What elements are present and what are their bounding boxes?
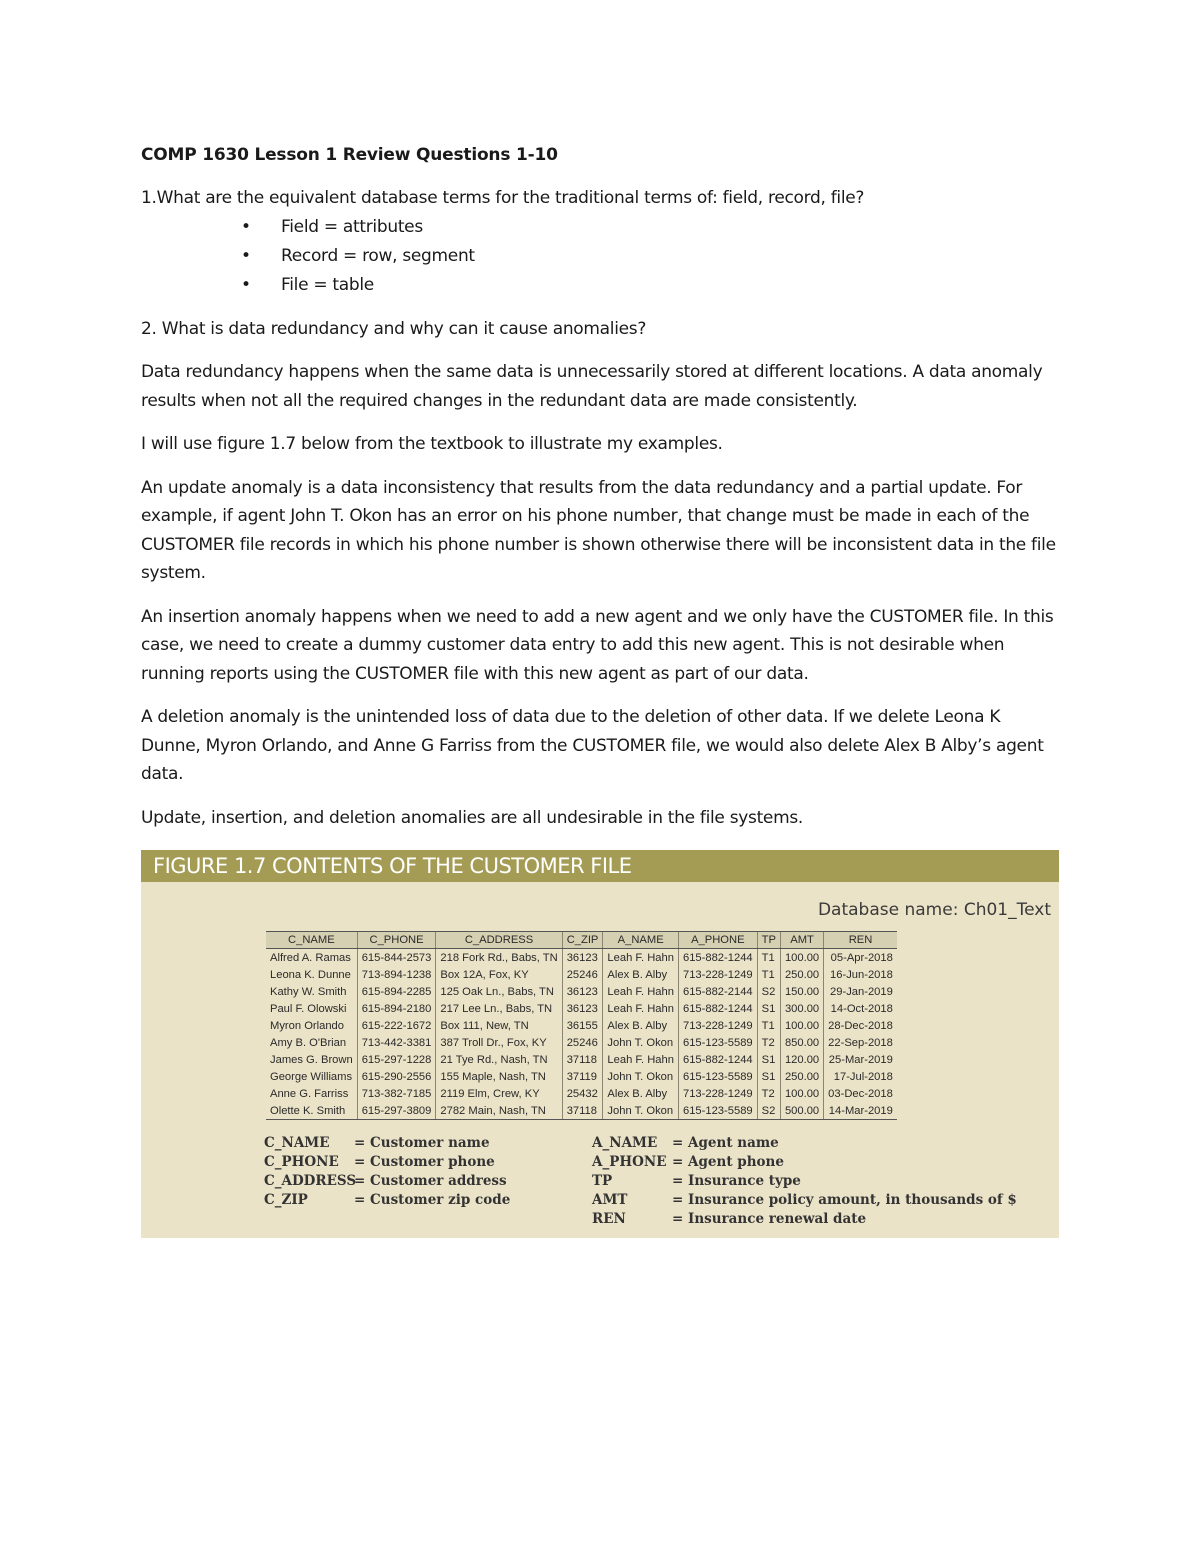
table-cell: 250.00 — [780, 966, 823, 983]
table-cell: James G. Brown — [270, 1053, 353, 1066]
column-header: C_NAME — [266, 932, 357, 949]
table-cell: 615-882-1244 — [678, 1051, 757, 1068]
table-cell: 615-882-2144 — [678, 983, 757, 1000]
table-cell: 125 Oak Ln., Babs, TN — [436, 983, 562, 1000]
table-cell: Amy B. O'Brian — [270, 1036, 347, 1049]
table-cell: Box 111, New, TN — [436, 1017, 562, 1034]
table-row — [266, 983, 897, 1000]
table-cell: 217 Lee Ln., Babs, TN — [436, 1000, 562, 1017]
legend-key: TP — [592, 1173, 613, 1189]
table-cell: 29-Jan-2019 — [824, 983, 897, 1000]
customer-table — [266, 931, 897, 1120]
table-cell: 713-894-1238 — [357, 966, 436, 983]
paragraph: I will use figure 1.7 below from the textbook to illustrate my examples. — [141, 434, 723, 454]
table-cell: George Williams — [270, 1070, 353, 1083]
table-cell: Leah F. Hahn — [603, 1051, 679, 1068]
legend-key: C_ADDRESS — [264, 1173, 357, 1189]
table-cell: Alex B. Alby — [603, 966, 679, 983]
legend-value: = Customer zip code — [354, 1192, 511, 1208]
table-cell: 16-Jun-2018 — [824, 966, 897, 983]
legend-entry — [592, 1134, 1017, 1153]
legend-key: A_NAME — [592, 1135, 658, 1151]
figure-customer-file — [141, 850, 1059, 1238]
table-cell: 25246 — [562, 1034, 603, 1051]
table-cell: S1 — [757, 1000, 780, 1017]
table-cell: 713-442-3381 — [357, 1034, 436, 1051]
table-cell: 615-882-1244 — [678, 949, 757, 967]
legend-value: = Customer address — [354, 1173, 507, 1189]
legend-key: C_PHONE — [264, 1154, 339, 1170]
table-cell: 615-297-1228 — [357, 1051, 436, 1068]
table-row — [266, 1068, 897, 1085]
table-cell: 14-Oct-2018 — [824, 1000, 897, 1017]
answer-item: • Field = attributes — [241, 213, 1061, 242]
question-1-answer-list — [141, 213, 1061, 300]
legend-key: C_NAME — [264, 1135, 330, 1151]
column-header: C_ZIP — [562, 932, 603, 949]
table-cell: 615-222-1672 — [357, 1017, 436, 1034]
table-cell: S2 — [757, 1102, 780, 1120]
legend-entry — [592, 1210, 1017, 1229]
legend-key: REN — [592, 1211, 626, 1227]
table-cell: 713-228-1249 — [678, 1017, 757, 1034]
table-cell: 150.00 — [780, 983, 823, 1000]
table-cell: T1 — [757, 1017, 780, 1034]
table-cell: 05-Apr-2018 — [824, 949, 897, 967]
legend-value: = Agent name — [672, 1135, 779, 1151]
legend-entry — [592, 1153, 1017, 1172]
table-cell: Alex B. Alby — [603, 1085, 679, 1102]
legend-agent-fields — [592, 1134, 1017, 1229]
table-row — [266, 1085, 897, 1102]
table-cell: 250.00 — [780, 1068, 823, 1085]
legend-value: = Insurance renewal date — [672, 1211, 867, 1227]
table-cell: 36123 — [562, 983, 603, 1000]
table-cell: Box 12A, Fox, KY — [436, 966, 562, 983]
table-cell: 03-Dec-2018 — [824, 1085, 897, 1102]
table-row — [266, 1017, 897, 1034]
question-2: 2. What is data redundancy and why can it cause anomalies? — [141, 318, 647, 339]
paragraph: Data redundancy happens when the same data is unnecessarily stored at different locations. A data anomaly results when not all the required changes in the redundant data are made consistently. — [141, 362, 1043, 411]
table-cell: 615-894-2285 — [357, 983, 436, 1000]
table-cell: Leah F. Hahn — [603, 983, 679, 1000]
table-cell: John T. Okon — [603, 1068, 679, 1085]
table-cell: 25432 — [562, 1085, 603, 1102]
table-cell: 36155 — [562, 1017, 603, 1034]
document-title: COMP 1630 Lesson 1 Review Questions 1-10 — [141, 145, 558, 165]
table-cell: 218 Fork Rd., Babs, TN — [436, 949, 562, 967]
paragraph: A deletion anomaly is the unintended loss of data due to the deletion of other data. If we delete Leona K Dunne, Myron Orlando, and Anne G Farriss from the CUSTOMER file, we would also delete Alex B Alby’s agent data. — [141, 707, 1044, 784]
table-cell: S2 — [757, 983, 780, 1000]
table-cell: 100.00 — [780, 1017, 823, 1034]
table-cell: 28-Dec-2018 — [824, 1017, 897, 1034]
table-body — [266, 949, 897, 1120]
legend-value: = Insurance type — [672, 1173, 801, 1189]
table-cell: 2119 Elm, Crew, KY — [436, 1085, 562, 1102]
table-cell: T1 — [757, 966, 780, 983]
table-cell: John T. Okon — [603, 1102, 679, 1120]
table-cell: 615-297-3809 — [357, 1102, 436, 1120]
database-name: Database name: Ch01_Text — [817, 900, 1051, 920]
table-cell: 14-Mar-2019 — [824, 1102, 897, 1120]
column-header: C_ADDRESS — [436, 932, 562, 949]
table-cell: T2 — [757, 1085, 780, 1102]
legend-value: = Insurance policy amount, in thousands of $ — [672, 1192, 1017, 1208]
table-cell: 25246 — [562, 966, 603, 983]
table-cell: 615-290-2556 — [357, 1068, 436, 1085]
legend-entry — [264, 1172, 510, 1191]
table-row — [266, 966, 897, 983]
table-cell: 2782 Main, Nash, TN — [436, 1102, 562, 1120]
table-cell: 500.00 — [780, 1102, 823, 1120]
table-cell: 615-882-1244 — [678, 1000, 757, 1017]
table-cell: Alfred A. Ramas — [270, 951, 351, 964]
table-cell: 21 Tye Rd., Nash, TN — [436, 1051, 562, 1068]
table-cell: S1 — [757, 1068, 780, 1085]
table-row — [266, 1000, 897, 1017]
column-header: AMT — [780, 932, 823, 949]
table-cell: 36123 — [562, 1000, 603, 1017]
table-cell: 615-123-5589 — [678, 1102, 757, 1120]
legend-customer-fields — [264, 1134, 510, 1210]
table-cell: Alex B. Alby — [603, 1017, 679, 1034]
table-cell: 37119 — [562, 1068, 603, 1085]
table-cell: 120.00 — [780, 1051, 823, 1068]
table-cell: 22-Sep-2018 — [824, 1034, 897, 1051]
figure-caption: FIGURE 1.7 CONTENTS OF THE CUSTOMER FILE — [141, 850, 1059, 882]
legend-value: = Customer phone — [354, 1154, 495, 1170]
column-header: A_PHONE — [678, 932, 757, 949]
table-header-row — [266, 932, 897, 949]
legend-entry — [264, 1191, 510, 1210]
legend-key: C_ZIP — [264, 1192, 308, 1208]
legend-key: AMT — [592, 1192, 628, 1208]
table-cell: 300.00 — [780, 1000, 823, 1017]
column-header: A_NAME — [603, 932, 679, 949]
legend-value: = Customer name — [354, 1135, 490, 1151]
table-cell: 36123 — [562, 949, 603, 967]
legend-key: A_PHONE — [592, 1154, 667, 1170]
legend-value: = Agent phone — [672, 1154, 784, 1170]
table-row — [266, 1034, 897, 1051]
table-cell: 615-123-5589 — [678, 1068, 757, 1085]
table-cell: 17-Jul-2018 — [824, 1068, 897, 1085]
table-cell: T1 — [757, 949, 780, 967]
table-cell: Leah F. Hahn — [603, 1000, 679, 1017]
table-cell: S1 — [757, 1051, 780, 1068]
table-cell: Olette K. Smith — [266, 1102, 357, 1120]
table-cell: 37118 — [562, 1102, 603, 1120]
table-cell: Paul F. Olowski — [270, 1002, 347, 1015]
table-cell: 100.00 — [780, 1085, 823, 1102]
table-cell: 850.00 — [780, 1034, 823, 1051]
table-row — [266, 949, 897, 967]
table-cell: Leona K. Dunne — [270, 968, 351, 981]
legend-entry — [592, 1191, 1017, 1210]
table-cell: 713-228-1249 — [678, 966, 757, 983]
paragraph: An insertion anomaly happens when we need to add a new agent and we only have the CUSTOMER file. In this case, we need to create a dummy customer data entry to add this new agent. This is not desirable when running reports using the CUSTOMER file with this new agent as part of our data. — [141, 606, 1054, 684]
legend-entry — [264, 1134, 510, 1153]
table-row — [266, 1102, 897, 1120]
column-header: TP — [757, 932, 780, 949]
table-cell: 615-844-2573 — [357, 949, 436, 967]
table-cell: Myron Orlando — [270, 1019, 344, 1032]
table-row — [266, 1051, 897, 1068]
table-cell: 615-894-2180 — [357, 1000, 436, 1017]
table-cell: 25-Mar-2019 — [824, 1051, 897, 1068]
table-cell: 713-228-1249 — [678, 1085, 757, 1102]
table-cell: 387 Troll Dr., Fox, KY — [436, 1034, 562, 1051]
table-cell: Leah F. Hahn — [603, 949, 679, 967]
table-cell: 100.00 — [780, 949, 823, 967]
answer-item: • File = table — [241, 271, 1061, 300]
table-cell: Anne G. Farriss — [270, 1087, 349, 1100]
column-header: C_PHONE — [357, 932, 436, 949]
question-1: 1.What are the equivalent database terms for the traditional terms of: field, record, file? — [141, 188, 865, 208]
column-header: REN — [824, 932, 897, 949]
paragraph: An update anomaly is a data inconsistency that results from the data redundancy and a partial update. For example, if agent John T. Okon has an error on his phone number, that change must be made in each of the CUSTOMER file records in which his phone number is shown otherwise there will be inconsistent data in the file system. — [141, 477, 1056, 583]
legend-entry — [264, 1153, 510, 1172]
answer-item: • Record = row, segment — [241, 242, 1061, 271]
legend-entry — [592, 1172, 1017, 1191]
table-cell: 37118 — [562, 1051, 603, 1068]
paragraph: Update, insertion, and deletion anomalies are all undesirable in the file systems. — [141, 807, 804, 828]
table-cell: 155 Maple, Nash, TN — [436, 1068, 562, 1085]
document-body — [141, 140, 1061, 847]
table-cell: Kathy W. Smith — [270, 985, 347, 998]
table-cell: T2 — [757, 1034, 780, 1051]
table-cell: 615-123-5589 — [678, 1034, 757, 1051]
table-cell: 713-382-7185 — [357, 1085, 436, 1102]
table-cell: John T. Okon — [603, 1034, 679, 1051]
